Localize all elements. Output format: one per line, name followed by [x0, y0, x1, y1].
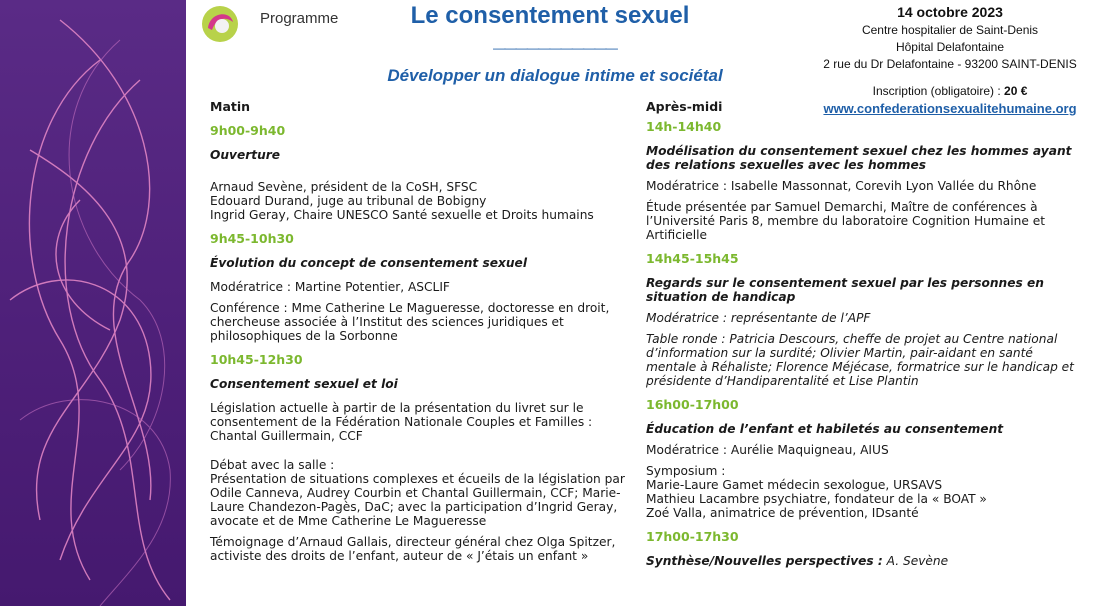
morning-column: [210, 100, 630, 573]
title-underline: ___________: [493, 27, 617, 52]
session-synthesis: [646, 530, 1086, 568]
session-opening: [210, 124, 630, 222]
session-title: Évolution du concept de consentement sexuel: [210, 256, 527, 270]
symposium-line: Mathieu Lacambre psychiatre, fondateur de la « BOAT »: [646, 492, 987, 506]
page-subtitle: Développer un dialogue intime et sociétal: [387, 66, 723, 85]
session-title: Éducation de l’enfant et habiletés au consentement: [646, 422, 1004, 436]
session-title: Modélisation du consentement sexuel chez les hommes ayant des relations sexuelles avec les hommes: [646, 144, 1072, 172]
registration-fee: 20 €: [1004, 84, 1028, 98]
session-time: 14h-14h40: [646, 119, 722, 134]
speaker-line: Arnaud Sevène, président de la CoSH, SFSC: [210, 180, 478, 194]
session-moderator: Modératrice : Martine Potentier, ASCLIF: [210, 280, 450, 294]
event-date: 14 octobre 2023: [897, 4, 1003, 20]
afternoon-column: [646, 100, 1086, 578]
website-link[interactable]: www.confederationsexualitehumaine.org: [823, 101, 1077, 116]
session-concept-evolution: [210, 232, 630, 343]
session-conference: Conférence : Mme Catherine Le Magueresse, doctoresse en droit, chercheuse associée à l’Institut des sciences juridiques et philosophiques de la Sorbonne: [210, 301, 610, 343]
speaker-line: Ingrid Geray, Chaire UNESCO Santé sexuelle et Droits humains: [210, 208, 594, 222]
decorative-sidebar: [0, 0, 186, 606]
session-moderator: Modératrice : Isabelle Massonnat, Corevih Lyon Vallée du Rhône: [646, 179, 1037, 193]
symposium-line: Zoé Valla, animatrice de prévention, IDsanté: [646, 506, 919, 520]
programme-label: Programme: [260, 10, 339, 27]
registration-label: Inscription (obligatoire) :: [872, 84, 1005, 98]
page-title: Le consentement sexuel: [410, 2, 690, 29]
session-title: Synthèse/Nouvelles perspectives :: [646, 554, 883, 568]
afternoon-heading: Après-midi: [646, 99, 723, 114]
session-title: Consentement sexuel et loi: [210, 377, 398, 391]
organization-logo: [200, 4, 240, 44]
debate-text: Présentation de situations complexes et écueils de la législation par Odile Canneva, Audrey Courbin et Chantal Guillermain, CCF; Marie-Laure Chandezon-Pagès, DaC; avec la participation d’Ingrid Geray, avocate et de Mme Catherine Le Magueresse: [210, 472, 625, 528]
session-legislation: Législation actuelle à partir de la présentation du livret sur le consentement de la Fédération Nationale Couples et Familles : Chantal Guillermain, CCF: [210, 401, 593, 443]
debate-label: Débat avec la salle :: [210, 458, 335, 472]
symposium-label: Symposium :: [646, 464, 726, 478]
session-time: 10h45-12h30: [210, 352, 303, 367]
registration-info: [800, 83, 1100, 100]
session-disability: [646, 252, 1086, 388]
session-child-education: [646, 398, 1086, 520]
session-round-table: Table ronde : Patricia Descours, cheffe de projet au Centre national d’information sur la surdité; Olivier Martin, pair-aidant en santé mentale à Réhaliste; Florence Méjécase, formatrice sur le handicap et présidente d’Handiparentalité et Lise Plantin: [646, 332, 1074, 388]
session-time: 14h45-15h45: [646, 251, 739, 266]
symposium-line: Marie-Laure Gamet médecin sexologue, URSAVS: [646, 478, 943, 492]
speaker-line: Edouard Durand, juge au tribunal de Bobigny: [210, 194, 487, 208]
sidebar-swirl-decoration: [0, 0, 186, 606]
session-moderator: Modératrice : représentante de l’APF: [646, 311, 871, 325]
morning-heading: Matin: [210, 99, 251, 114]
session-time: 9h00-9h40: [210, 123, 286, 138]
session-time: 16h00-17h00: [646, 397, 739, 412]
session-speaker: A. Sevène: [882, 554, 949, 568]
testimony-text: Témoignage d’Arnaud Gallais, directeur général chez Olga Spitzer, activiste des droits de l’enfant, auteur de « J’étais un enfant »: [210, 535, 616, 563]
venue-line-1: Centre hospitalier de Saint-Denis: [861, 23, 1039, 37]
session-time: 9h45-10h30: [210, 231, 294, 246]
session-modelling: [646, 120, 1086, 242]
session-study: Étude présentée par Samuel Demarchi, Maître de conférences à l’Université Paris 8, membre du laboratoire Cognition Humaine et Artificielle: [646, 200, 1046, 242]
venue-address: 2 rue du Dr Delafontaine - 93200 SAINT-DENIS: [823, 57, 1077, 71]
session-title: Ouverture: [210, 148, 281, 162]
session-moderator: Modératrice : Aurélie Maquigneau, AIUS: [646, 443, 889, 457]
venue-line-2: Hôpital Delafontaine: [895, 40, 1005, 54]
session-time: 17h00-17h30: [646, 529, 739, 544]
session-law: [210, 353, 630, 563]
session-title: Regards sur le consentement sexuel par les personnes en situation de handicap: [646, 276, 1044, 304]
synthesis-line: [646, 554, 1086, 568]
